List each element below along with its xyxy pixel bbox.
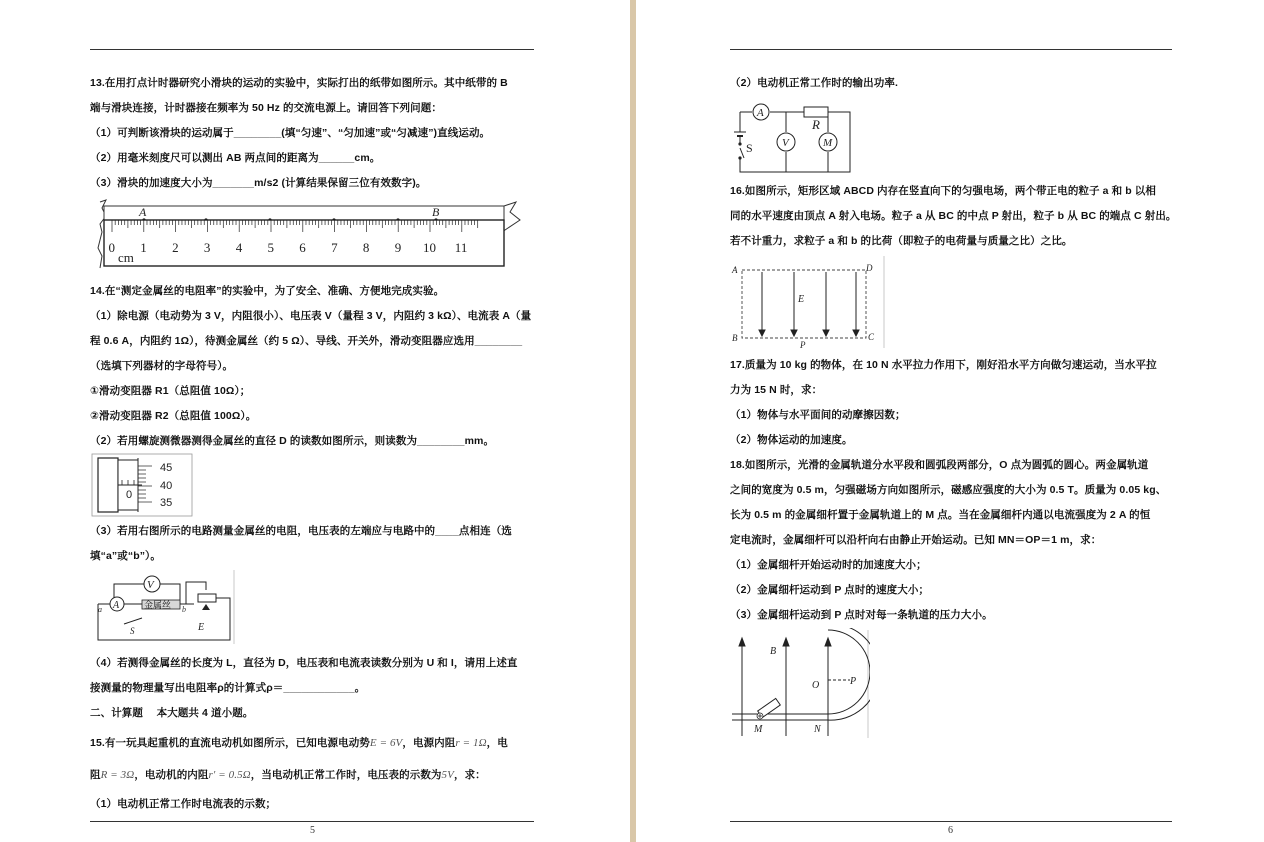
motor-circuit-label-s: S bbox=[746, 141, 753, 155]
field-label-c: C bbox=[868, 332, 875, 342]
header-rule bbox=[90, 49, 534, 50]
q13-part-2: （2）用毫米刻度尺可以测出 AB 两点间的距离为______cm。 bbox=[90, 152, 381, 164]
q15-text-d: 阻 bbox=[90, 769, 101, 781]
q15-part-2: （2）电动机正常工作时的输出功率. bbox=[730, 77, 898, 89]
ruler-unit: cm bbox=[118, 250, 134, 265]
q14-option-1: ①滑动变阻器 R1（总阻值 10Ω）； bbox=[90, 385, 251, 397]
q14-part-1-line-3: （选填下列器材的字母符号）。 bbox=[90, 360, 234, 372]
q14-line-1: 14.在“测定金属丝的电阻率”的实验中，为了安全、准确、方便地完成实验。 bbox=[90, 285, 445, 297]
circuit-label-a-point: a bbox=[98, 605, 102, 614]
circuit-label-e: E bbox=[198, 622, 205, 633]
q15-text-e: ，电动机的内阻 bbox=[134, 769, 209, 781]
wire-circuit-figure bbox=[94, 568, 238, 646]
circuit-label-v: V bbox=[147, 579, 154, 591]
motor-circuit-label-m: M bbox=[823, 137, 833, 149]
q16-line-2: 同的水平速度由顶点 A 射入电场。粒子 a 从 BC 的中点 P 射出，粒子 b 从 BC 的端点 C 射出。 bbox=[730, 210, 1177, 222]
q14-part-2: （2）若用螺旋测微器测得金属丝的直径 D 的读数如图所示，则读数为________mm。 bbox=[90, 435, 495, 447]
q18-line-4: 定电流时，金属细杆可以沿杆向右由静止开始运动。已知 MN＝OP＝1 m，求： bbox=[730, 534, 1102, 546]
q15-text-a: 15.有一玩具起重机的直流电动机如图所示，已知电源电动势 bbox=[90, 737, 370, 749]
q16-line-3: 若不计重力，求粒子 a 和 b 的比荷（即粒子的电荷量与质量之比）之比。 bbox=[730, 235, 1073, 247]
circuit-label-wire: 金属丝 bbox=[144, 601, 172, 611]
q15-text-c: ，电 bbox=[486, 737, 508, 749]
ruler-tick-label: 3 bbox=[203, 240, 211, 255]
q18-line-1: 18.如图所示，光滑的金属轨道分水平段和圆弧段两部分，O 点为圆弧的圆心。两金属轨道 bbox=[730, 459, 1149, 471]
q15-part-1: （1）电动机正常工作时电流表的示数； bbox=[90, 798, 277, 810]
field-label-p: P bbox=[800, 340, 806, 350]
field-label-b: B bbox=[732, 333, 738, 343]
q16-line-1: 16.如图所示，矩形区域 ABCD 内存在竖直向下的匀强电场，两个带正电的粒子 a 和 b 以相 bbox=[730, 185, 1156, 197]
q15-line-2 bbox=[90, 768, 486, 782]
q13-line-2: 端与滑块连接，计时器接在频率为 50 Hz 的交流电源上。请回答下列问题： bbox=[90, 102, 442, 114]
motor-circuit-label-a: A bbox=[757, 107, 764, 119]
q14-part-4-line-2: 接测量的物理量写出电阻率ρ的计算式ρ＝____________。 bbox=[90, 682, 366, 694]
motor-circuit-figure bbox=[730, 96, 854, 176]
q14-part-4-line-1: （4）若测得金属丝的长度为 L，直径为 D，电压表和电流表读数分别为 U 和 I，请用上述直 bbox=[90, 657, 518, 669]
micrometer-label-0: 0 bbox=[126, 489, 133, 501]
ruler-tick-label: 2 bbox=[172, 240, 179, 255]
micrometer-label-40: 40 bbox=[160, 480, 173, 492]
q13-line-1: 13.在用打点计时器研究小滑块的运动的实验中，实际打出的纸带如图所示。其中纸带的 B bbox=[90, 77, 508, 89]
field-label-e: E bbox=[798, 294, 805, 305]
q14-part-3-line-1: （3）若用右图所示的电路测量金属丝的电阻，电压表的左端应与电路中的____点相连（选 bbox=[90, 525, 512, 537]
q15-text-g: ，求： bbox=[453, 769, 486, 781]
q15-math-r: r = 1Ω bbox=[455, 737, 487, 749]
footer-rule bbox=[730, 821, 1172, 822]
q15-math-e: E = 6V bbox=[369, 737, 403, 749]
q17-part-1: （1）物体与水平面间的动摩擦因数； bbox=[730, 409, 906, 421]
field-label-d: D bbox=[866, 263, 873, 273]
page-number: 6 bbox=[948, 825, 953, 836]
ruler-label-b: B bbox=[432, 205, 440, 219]
q14-part-3-line-2: 填“a”或“b”）。 bbox=[90, 550, 162, 562]
ruler-tick-label: 6 bbox=[299, 240, 306, 255]
motor-circuit-label-v: V bbox=[782, 137, 789, 149]
q15-text-b: ，电源内阻 bbox=[402, 737, 456, 749]
ruler-tick-label: 4 bbox=[235, 240, 243, 255]
track-figure bbox=[730, 628, 870, 740]
motor-circuit-label-r: R bbox=[812, 117, 820, 132]
track-label-o: O bbox=[812, 680, 820, 691]
page-6 bbox=[636, 0, 1264, 842]
footer-rule bbox=[90, 821, 534, 822]
circuit-label-b-point: b bbox=[182, 605, 186, 614]
q15-line-1 bbox=[90, 736, 508, 750]
q15-math-motor-r: r′ = 0.5Ω bbox=[208, 769, 251, 781]
q18-part-3: （3）金属细杆运动到 P 点时对每一条轨道的压力大小。 bbox=[730, 609, 993, 621]
ruler-label-a: A bbox=[139, 205, 147, 219]
q17-line-2: 力为 15 N 时，求： bbox=[730, 384, 823, 396]
q17-part-2: （2）物体运动的加速度。 bbox=[730, 434, 853, 446]
section-heading-calculation: 二、计算题 本大题共 4 道小题。 bbox=[90, 707, 254, 719]
field-figure bbox=[730, 254, 886, 350]
micrometer-figure bbox=[90, 452, 194, 518]
track-label-b: B bbox=[770, 646, 777, 657]
q13-part-1: （1）可判断该滑块的运动属于________(填“匀速”、“匀加速”或“匀减速”)直线运动。 bbox=[90, 127, 491, 139]
ruler-tick-label: 1 bbox=[140, 240, 147, 255]
micrometer-label-35: 35 bbox=[160, 497, 173, 509]
ruler-tick-label: 5 bbox=[267, 240, 274, 255]
q15-math-resistor: R = 3Ω bbox=[100, 769, 135, 781]
q14-option-2: ②滑动变阻器 R2（总阻值 100Ω）。 bbox=[90, 410, 257, 422]
q17-line-1: 17.质量为 10 kg 的物体，在 10 N 水平拉力作用下，刚好沿水平方向做匀速运动，当水平拉 bbox=[730, 359, 1157, 371]
q15-text-f: ，当电动机正常工作时，电压表的示数为 bbox=[250, 769, 442, 781]
ruler-tick-label: 0 bbox=[108, 240, 115, 255]
page-number: 5 bbox=[310, 825, 315, 836]
track-label-p: P bbox=[850, 676, 857, 687]
q18-line-2: 之间的宽度为 0.5 m，匀强磁场方向如图所示，磁感应强度的大小为 0.5 T。质量为 0.05 kg、 bbox=[730, 484, 1167, 496]
q13-part-3: （3）滑块的加速度大小为_______m/s2 (计算结果保留三位有效数字)。 bbox=[90, 177, 427, 189]
q14-part-1-line-1: （1）除电源（电动势为 3 V，内阻很小）、电压表 V（量程 3 V，内阻约 3 kΩ）、电流表 A（量 bbox=[90, 310, 532, 322]
ruler-tick-label: 10 bbox=[423, 240, 436, 255]
track-label-m: M bbox=[754, 724, 763, 735]
q18-line-3: 长为 0.5 m 的金属细杆置于金属轨道上的 M 点。当在金属细杆内通以电流强度为 2 A 的恒 bbox=[730, 509, 1151, 521]
ruler-figure bbox=[96, 196, 534, 276]
ruler-tick-label: 8 bbox=[362, 240, 370, 255]
ruler-tick-label: 11 bbox=[454, 240, 468, 255]
header-rule bbox=[730, 49, 1172, 50]
page-5 bbox=[0, 0, 630, 842]
circuit-label-s: S bbox=[130, 626, 135, 636]
ruler-tick-label: 9 bbox=[394, 240, 402, 255]
q18-part-2: （2）金属细杆运动到 P 点时的速度大小； bbox=[730, 584, 930, 596]
ruler-tick-label: 7 bbox=[331, 240, 338, 255]
q15-math-voltage: 5V bbox=[441, 769, 454, 781]
field-label-a: A bbox=[732, 265, 738, 275]
micrometer-label-45: 45 bbox=[160, 462, 173, 474]
q18-part-1: （1）金属细杆开始运动时的加速度大小； bbox=[730, 559, 927, 571]
circuit-label-a: A bbox=[113, 600, 120, 611]
q14-part-1-line-2: 程 0.6 A，内阻约 1Ω），待测金属丝（约 5 Ω）、导线、开关外，滑动变阻器应选用________ bbox=[90, 335, 523, 347]
track-label-n: N bbox=[814, 724, 821, 735]
